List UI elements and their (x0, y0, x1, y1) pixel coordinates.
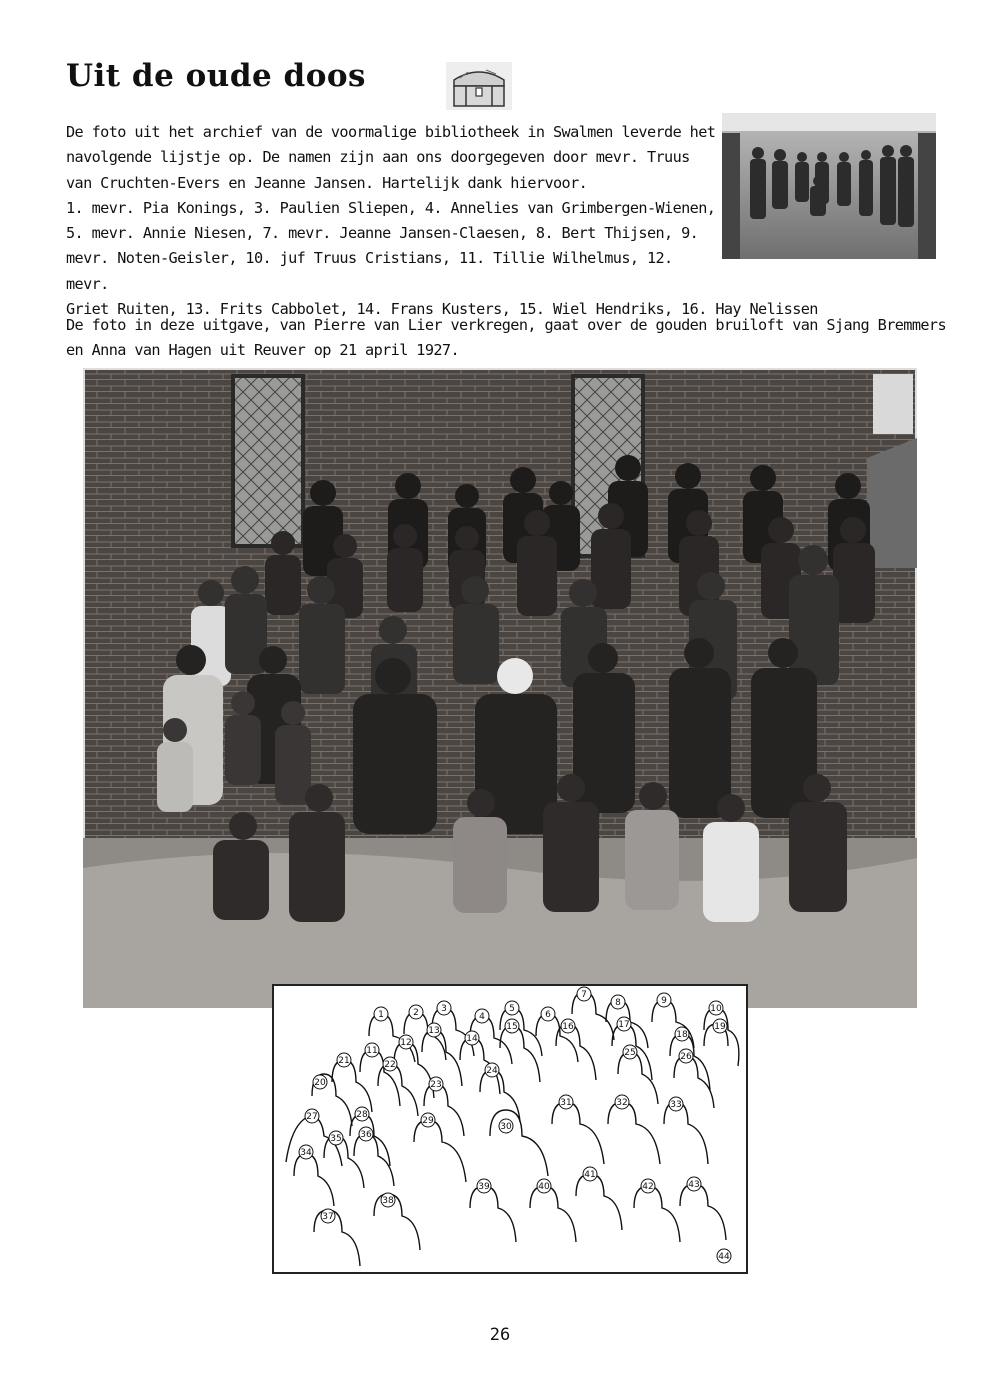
key-number-label: 29 (422, 1116, 434, 1126)
key-number-label: 9 (661, 996, 667, 1006)
key-number-label: 16 (562, 1022, 574, 1032)
key-number-label: 15 (506, 1022, 518, 1032)
key-number-label: 39 (478, 1182, 490, 1192)
key-number-label: 24 (486, 1066, 498, 1076)
key-number-label: 2 (413, 1008, 419, 1018)
library-group-photo (722, 113, 936, 259)
people-outline-drawing (274, 986, 746, 1272)
key-number-label: 12 (400, 1038, 412, 1048)
key-number-label: 23 (430, 1080, 442, 1090)
key-number-label: 5 (509, 1004, 515, 1014)
key-number-label: 19 (714, 1022, 726, 1032)
key-number-label: 35 (330, 1134, 342, 1144)
key-number-label: 3 (441, 1004, 447, 1014)
intro-line: van Cruchten-Evers en Jeanne Jansen. Hartelijk dank hiervoor. (66, 173, 588, 192)
key-number-label: 21 (338, 1056, 350, 1066)
intro-paragraph (66, 120, 818, 322)
key-number-label: 18 (676, 1030, 688, 1040)
key-number-label: 36 (360, 1130, 372, 1140)
key-number-label: 13 (428, 1026, 440, 1036)
key-number-label: 41 (584, 1170, 596, 1180)
intro-line: 5. mevr. Annie Niesen, 7. mevr. Jeanne Jansen-Claesen, 8. Bert Thijsen, 9. (66, 224, 699, 243)
golden-wedding-group-photo (83, 368, 917, 1008)
key-number-label: 33 (670, 1100, 682, 1110)
key-number-label: 28 (356, 1110, 368, 1120)
key-number-label: 27 (306, 1112, 318, 1122)
intro-line: navolgende lijstje op. De namen zijn aan ons doorgegeven door mevr. Truus (66, 148, 690, 167)
key-number-label: 17 (618, 1020, 630, 1030)
intro-line: mevr. Noten-Geisler, 10. juf Truus Cristians, 11. Tillie Wilhelmus, 12. mevr. (66, 249, 673, 293)
key-number-label: 25 (624, 1048, 636, 1058)
key-number-label: 34 (300, 1148, 312, 1158)
caption-line: De foto in deze uitgave, van Pierre van Lier verkregen, gaat over de gouden bruiloft van Sjang Bremmers (66, 316, 946, 334)
caption-line: en Anna van Hagen uit Reuver op 21 april 1927. (66, 341, 460, 360)
key-number-label: 44 (718, 1252, 730, 1262)
key-number-label: 40 (538, 1182, 550, 1192)
key-number-label: 11 (366, 1046, 378, 1056)
page-title: Uit de oude doos (66, 58, 367, 94)
key-number-label: 6 (545, 1010, 551, 1020)
wedding-caption (66, 313, 946, 364)
key-number-label: 20 (314, 1078, 326, 1088)
key-number-label: 14 (466, 1034, 478, 1044)
intro-line: De foto uit het archief van de voormalige bibliotheek in Swalmen leverde het (66, 123, 716, 141)
key-number-label: 26 (680, 1052, 692, 1062)
people-key-diagram (272, 984, 748, 1274)
key-number-label: 10 (710, 1004, 722, 1014)
treasure-chest-icon (446, 62, 512, 110)
key-number-label: 30 (500, 1122, 512, 1132)
key-number-label: 32 (616, 1098, 628, 1108)
intro-line: 1. mevr. Pia Konings, 3. Paulien Sliepen, 4. Annelies van Grimbergen-Wienen, (66, 198, 716, 217)
key-number-label: 43 (688, 1180, 700, 1190)
key-number-label: 38 (382, 1196, 394, 1206)
key-number-label: 31 (560, 1098, 572, 1108)
page-number: 26 (489, 1325, 511, 1345)
key-number-label: 22 (384, 1060, 396, 1070)
key-number-label: 37 (322, 1212, 334, 1222)
key-number-label: 4 (479, 1012, 485, 1022)
intro-line: Griet Ruiten, 13. Frits Cabbolet, 14. Frans Kusters, 15. Wiel Hendriks, 16. Hay Nelissen (66, 300, 818, 319)
key-number-label: 7 (581, 990, 587, 1000)
key-number-label: 1 (378, 1010, 384, 1020)
key-number-label: 42 (642, 1182, 654, 1192)
key-number-label: 8 (615, 998, 621, 1008)
